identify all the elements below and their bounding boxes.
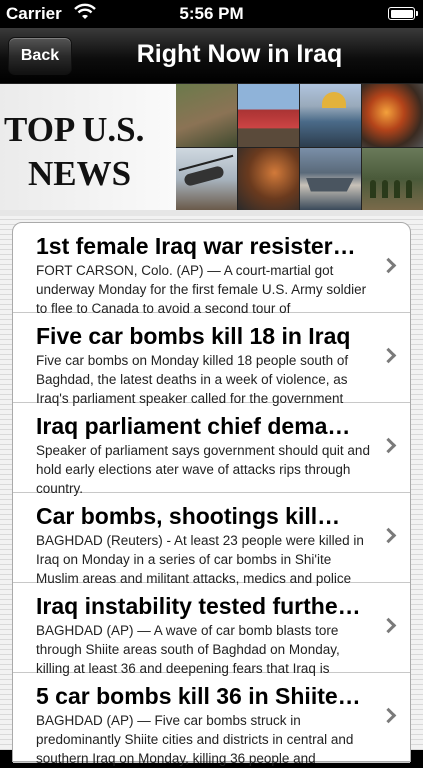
- article-row[interactable]: [13, 403, 410, 496]
- article-summary: Speaker of parliament says government should quit and hold early elections ater wave of attacks rips through country.: [36, 443, 370, 496]
- tank-fire-photo: [238, 148, 299, 211]
- status-time: 5:56 PM: [179, 4, 244, 23]
- explosion-photo: [362, 84, 423, 147]
- aircraft-carrier-photo: [300, 148, 361, 211]
- top-us-news-banner: [0, 84, 423, 210]
- article-row[interactable]: [13, 223, 410, 316]
- chevron-right-icon: [381, 438, 397, 454]
- carrier-label: Carrier: [6, 4, 62, 23]
- article-summary: Five car bombs on Monday killed 18 people south of Baghdad, the latest deaths in a week of violence, as Iraq's parliament speaker called for the government: [36, 353, 349, 406]
- article-title: Iraq parliament chief dema…: [36, 413, 351, 439]
- chevron-right-icon: [381, 348, 397, 364]
- article-title: 5 car bombs kill 36 in Shiite…: [36, 683, 361, 709]
- banner-logo: [0, 84, 176, 210]
- article-title: Car bombs, shootings kill…: [36, 503, 341, 529]
- article-summary: BAGHDAD (AP) — A wave of car bomb blasts tore through Shiite areas south of Baghdad on Monday, killing at least 36 and deepening fears that Iraq is: [36, 623, 340, 676]
- article-row[interactable]: [13, 493, 410, 586]
- article-summary: BAGHDAD (Reuters) - At least 23 people were killed in Iraq on Monday in a series of car bombs in Shi'ite Muslim areas and militant attacks, medics and police: [36, 533, 364, 586]
- chevron-right-icon: [381, 708, 397, 724]
- news-photo-collage: [176, 84, 423, 210]
- banner-line-1: TOP U.S.: [4, 110, 145, 149]
- article-title: 1st female Iraq war resister…: [36, 233, 356, 259]
- battery-icon: [388, 7, 415, 20]
- article-title: Five car bombs kill 18 in Iraq: [36, 323, 351, 349]
- chevron-right-icon: [381, 618, 397, 634]
- chevron-right-icon: [381, 258, 397, 274]
- article-row[interactable]: [13, 583, 410, 676]
- banner-line-2: NEWS: [28, 154, 132, 193]
- article-title: Iraq instability tested furthe…: [36, 593, 361, 619]
- soldier-photo: [176, 84, 237, 147]
- chevron-right-icon: [381, 528, 397, 544]
- mosque-photo: [300, 84, 361, 147]
- article-summary: BAGHDAD (AP) — Five car bombs struck in predominantly Shiite cities and districts in central and southern Iraq on Monday, killing 36 people and: [36, 713, 354, 766]
- troops-photo: [362, 148, 423, 211]
- page-title: Right Now in Iraq: [136, 40, 343, 68]
- status-bar: [0, 0, 423, 28]
- article-list: [12, 222, 411, 766]
- back-button[interactable]: Back: [8, 37, 72, 75]
- article-row[interactable]: [13, 313, 410, 406]
- helicopter-photo: [176, 148, 237, 211]
- navigation-bar: [0, 28, 423, 84]
- article-summary: FORT CARSON, Colo. (AP) — A court-martial got underway Monday for the first female U.S. Army soldier to flee to Canada to avoid a second tour of: [36, 263, 367, 316]
- article-row[interactable]: [13, 673, 410, 766]
- military-parade-photo: [238, 84, 299, 147]
